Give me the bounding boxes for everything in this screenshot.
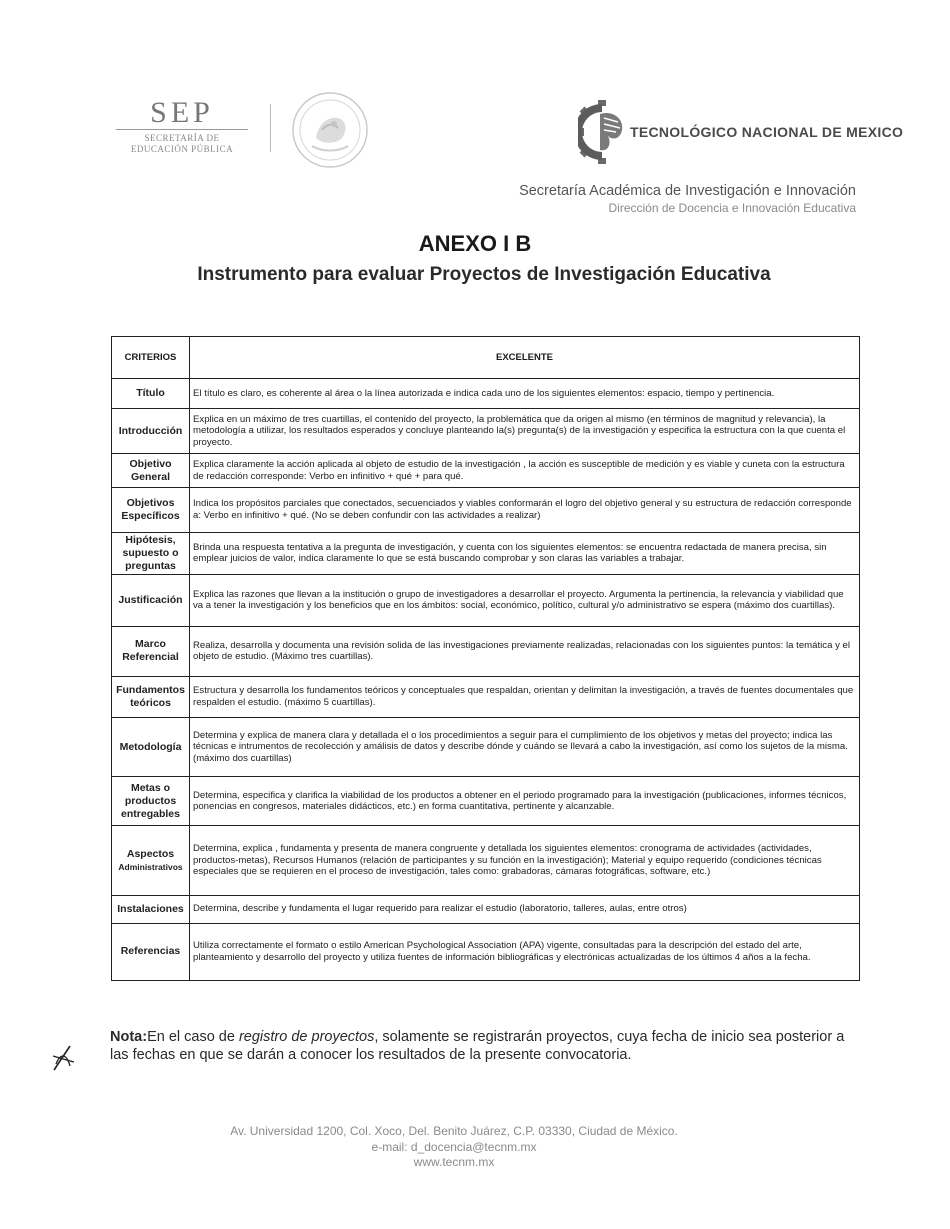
criterion-cell <box>112 826 190 895</box>
table-row <box>112 532 860 574</box>
table-row <box>112 454 860 488</box>
logo-divider <box>270 104 271 152</box>
table-row <box>112 923 860 980</box>
asterisk-mark-icon <box>50 1044 76 1072</box>
table-row <box>112 409 860 454</box>
criterion-cell: Fundamentos teóricos <box>112 676 190 717</box>
description-cell: Explica las razones que llevan a la institución o grupo de investigadores a desarrollar el proyecto. Argumenta la pertinencia, la relevancia y viabilidad que va a tener la investigación y los beneficios que en los ámbitos: social, económico, político, cultural y/o administrativo se espera (máximo dos cuartillas). <box>190 574 860 626</box>
note-label: Nota: <box>110 1029 148 1045</box>
sep-logo-line1: SECRETARÍA DE <box>144 133 220 143</box>
note-emphasis: registro de proyectos <box>238 1029 375 1045</box>
footer-email: e-mail: d_docencia@tecnm.mx <box>371 1139 537 1154</box>
criterion-cell: Objetivos Específicos <box>112 488 190 532</box>
tecnm-name: TECNOLÓGICO NACIONAL DE MEXICO <box>630 124 904 140</box>
note-paragraph <box>110 1028 855 1064</box>
table-row <box>112 826 860 895</box>
description-cell: Utiliza correctamente el formato o estilo American Psychological Association (APA) vigente, consultadas para la descripción del estado del arte, planteamiento y desarrollo del proyecto y utiliza fuentes de información bibliográficas y electrónicas actualizadas de los últimos 4 años a la fecha. <box>190 923 860 980</box>
mexico-seal-icon <box>288 90 372 170</box>
description-cell: Determina, especifica y clarifica la viabilidad de los productos a obtener en el periodo programado para la investigación (publicaciones, informes técnicos, ponencias en congresos, materiales didácticos, etc.) en forma cuantitativa, pertinente y alcanzable. <box>190 777 860 826</box>
note-prefix: En el caso de <box>147 1029 239 1045</box>
header-criterios: CRITERIOS <box>112 337 190 379</box>
criterion-aspectos: Aspectos <box>126 847 175 860</box>
description-cell: El título es claro, es coherente al área o la línea autorizada e indica cada uno de los siguientes elementos: espacio, tiempo y pertinencia. <box>190 379 860 409</box>
description-cell: Realiza, desarrolla y documenta una revisión solida de las investigaciones previamente realizadas, relacionadas con los siguientes puntos: la temática y el objeto de estudio. (Máximo tres cuartillas). <box>190 626 860 676</box>
criterion-cell: Marco Referencial <box>112 626 190 676</box>
criterion-administrativos: Administrativos <box>118 861 183 872</box>
footer-website: www.tecnm.mx <box>413 1155 495 1169</box>
criterion-cell: Instalaciones <box>112 895 190 923</box>
sep-logo-rule <box>116 129 248 130</box>
criterion-cell: Metodología <box>112 718 190 777</box>
sep-logo-word: SEP <box>150 96 214 129</box>
description-cell: Estructura y desarrolla los fundamentos teóricos y conceptuales que respaldan, orientan y delimitan la investigación, a través de fuentes documentales que respalden el estudio. (máximo 5 cuartillas). <box>190 676 860 717</box>
table-row <box>112 574 860 626</box>
criteria-table <box>111 336 860 981</box>
table-row <box>112 626 860 676</box>
document-title: ANEXO I B <box>418 231 532 256</box>
footer-address: Av. Universidad 1200, Col. Xoco, Del. Benito Juárez, C.P. 03330, Ciudad de México. <box>230 1124 678 1138</box>
criterion-cell: Justificación <box>112 574 190 626</box>
table-header-row <box>112 337 860 379</box>
description-cell: Explica en un máximo de tres cuartillas, el contenido del proyecto, la problemática que da origen al mismo (en términos de magnitud y relevancia), la metodología a utilizar, los resultados esperados y concluye planteando la(s) pregunta(s) de la investigación y especifica la estructura con la que cuenta el proyecto. <box>190 409 860 454</box>
description-cell: Brinda una respuesta tentativa a la pregunta de investigación, y cuenta con los siguientes elementos: se encuentra redactada de manera precisa, sin emplear juicios de valor, indica claramente lo que se está buscando comprobar y son claras las variables a trabajar. <box>190 532 860 574</box>
table-row <box>112 718 860 777</box>
criterion-cell: Metas o productos entregables <box>112 777 190 826</box>
table-row <box>112 488 860 532</box>
document-subtitle: Instrumento para evaluar Proyectos de Investigación Educativa <box>197 264 771 285</box>
table-row <box>112 379 860 409</box>
description-cell: Determina, describe y fundamenta el lugar requerido para realizar el estudio (laboratorio, talleres, aulas, entre otros) <box>190 895 860 923</box>
table-row <box>112 777 860 826</box>
sep-logo-line2: EDUCACIÓN PÚBLICA <box>130 144 234 154</box>
criterion-cell: Título <box>112 379 190 409</box>
header-excelente: EXCELENTE <box>190 337 860 379</box>
footer <box>0 1124 908 1171</box>
criterion-cell: Objetivo General <box>112 454 190 488</box>
criterion-cell: Hipótesis, supuesto o preguntas <box>112 532 190 574</box>
secretaria-academica: Secretaría Académica de Investigación e Innovación <box>519 183 856 199</box>
criterion-cell: Introducción <box>112 409 190 454</box>
description-cell: Explica claramente la acción aplicada al objeto de estudio de la investigación , la acción es susceptible de medición y es viable y cuneta con la estructura de redacción corresponde: Verbo en infinitivo + qué + para qué. <box>190 454 860 488</box>
note-rest: , solamente se registrarán proyectos, cuya fecha de inicio sea posterior a las fechas en que se darán a conocer los resultados de la presente convocatoria. <box>110 1029 845 1063</box>
sep-logo <box>112 98 252 162</box>
direccion-docencia: Dirección de Docencia e Innovación Educativa <box>608 201 856 215</box>
description-cell: Determina y explica de manera clara y detallada el o los procedimientos a seguir para el cumplimiento de los objetivos y metas del proyecto; indica las técnicas e intrumentos de recolección y amálisis de datos y describe dónde y cuándo se llevará a cabo la investigación, así como los sujetos de la misma. (máximo dos cuartillas) <box>190 718 860 777</box>
table-row <box>112 676 860 717</box>
criterion-cell: Referencias <box>112 923 190 980</box>
description-cell: Indica los propósitos parciales que conectados, secuenciados y viables conformarán el logro del objetivo general y su estructura de redacción corresponde a: Verbo en infinitivo + qué. (No se deben confundir con las actividades a realizar) <box>190 488 860 532</box>
description-cell: Determina, explica , fundamenta y presenta de manera congruente y detallada los siguientes elementos: cronograma de actividades (actividades, productos-metas), Recursos Humanos (relación de participantes y su función en la investigación); Material y equipo requerido (condiciones técnicas especiales que se requieren en el proceso de investigación, tales como: grabadoras, cámaras fotográficas, software, etc.) <box>190 826 860 895</box>
table-row <box>112 895 860 923</box>
tecnm-logo-icon <box>578 100 626 164</box>
